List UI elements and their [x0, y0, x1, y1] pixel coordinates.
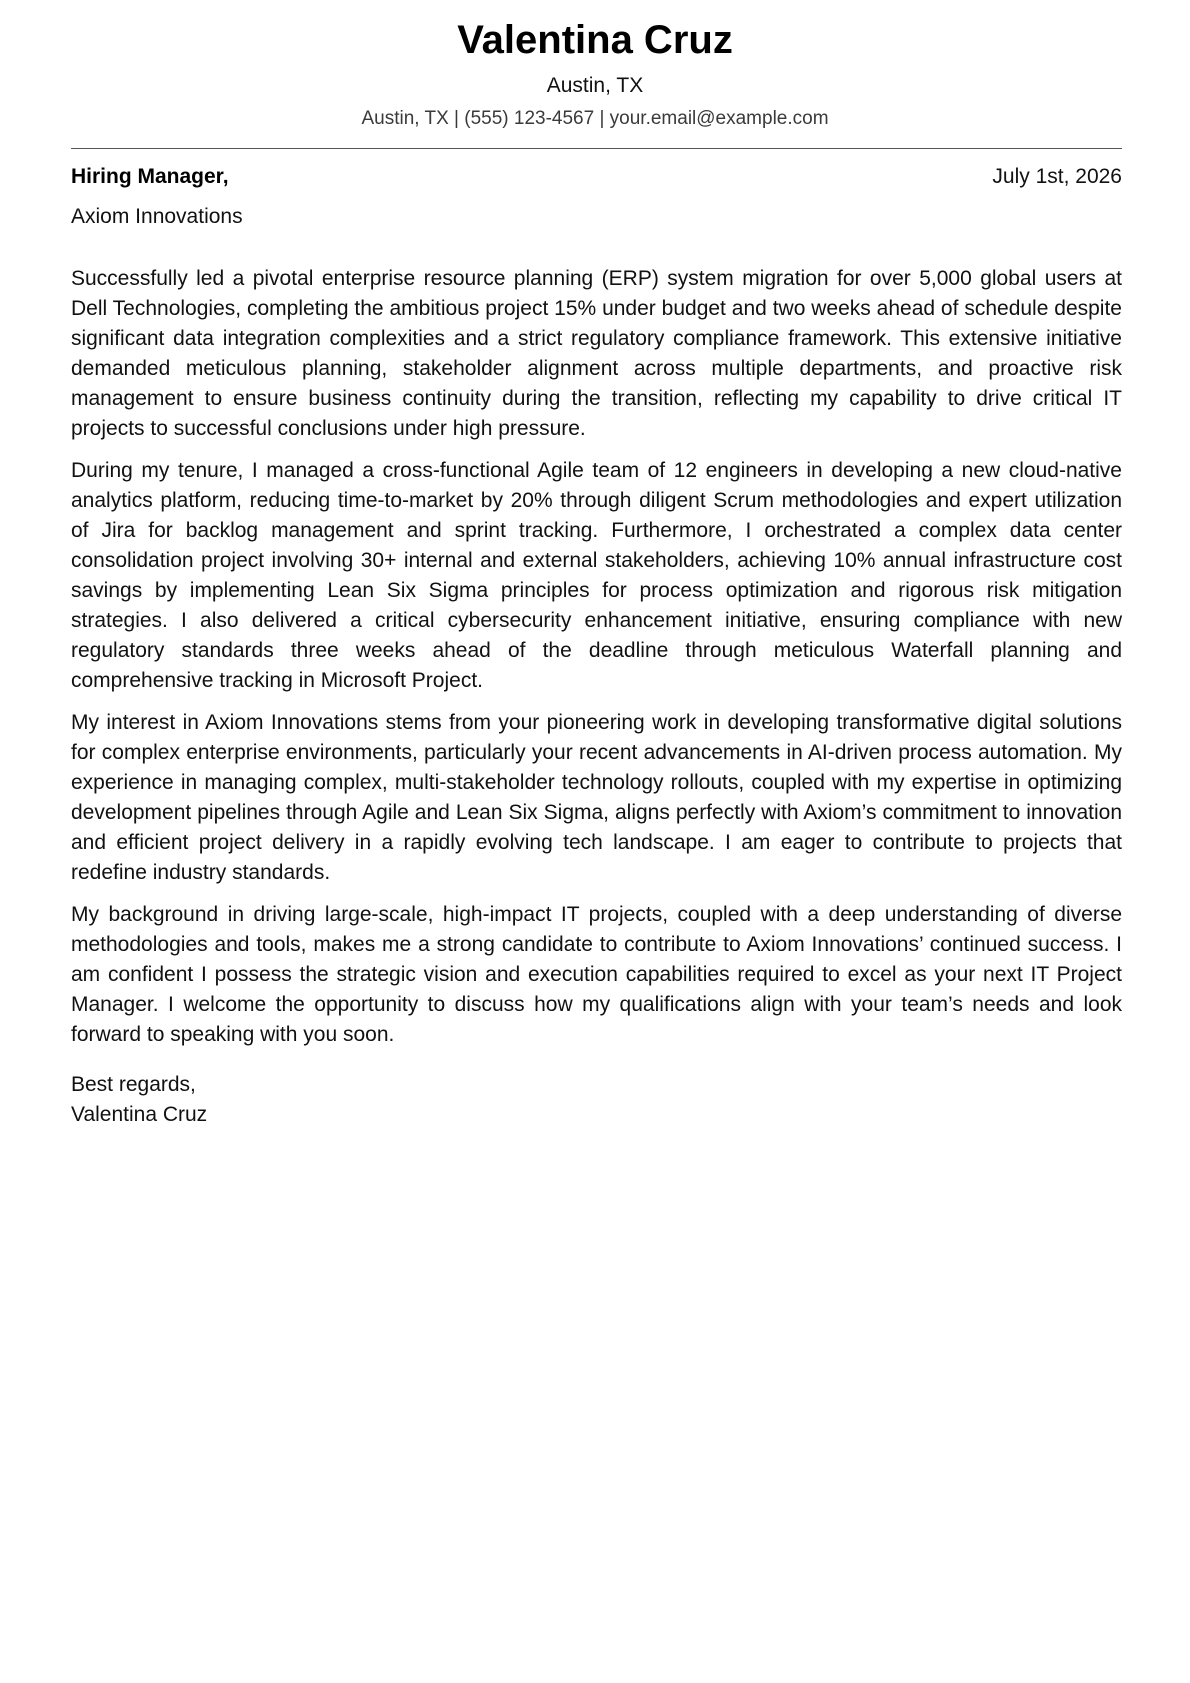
letter-body: [71, 264, 1122, 1050]
sender-location: Austin, TX: [546, 74, 644, 97]
body-paragraph: My background in driving large-scale, high-impact IT projects, coupled with a deep understanding of diverse methodologies and tools, makes me a strong candidate to contribute to Axiom Innovations’ continued success. I am confident I possess the strategic vision and execution capabilities required to excel as your next IT Project Manager. I welcome the opportunity to discuss how my qualifications align with your team’s needs and look forward to speaking with you soon.: [71, 903, 1122, 1046]
letter-closing: [71, 1070, 1122, 1130]
sign-off: Best regards,: [71, 1073, 196, 1096]
body-paragraph: My interest in Axiom Innovations stems from your pioneering work in developing transformative digital solutions for complex enterprise environments, particularly your recent advancements in AI-driven process automation. My experience in managing complex, multi-stakeholder technology rollouts, coupled with my expertise in optimizing development pipelines through Agile and Lean Six Sigma, aligns perfectly with Axiom’s commitment to innovation and efficient project delivery in a rapidly evolving tech landscape. I am eager to contribute to projects that redefine industry standards.: [71, 711, 1122, 884]
recipient-salutation: Hiring Manager,: [71, 165, 229, 188]
signature-name: Valentina Cruz: [71, 1103, 208, 1126]
body-paragraph: Successfully led a pivotal enterprise resource planning (ERP) system migration for over 5,000 global users at Dell Technologies, completing the ambitious project 15% under budget and two weeks ahead of schedule despite significant data integration complexities and a strict regulatory compliance framework. This extensive initiative demanded meticulous planning, stakeholder alignment across multiple departments, and proactive risk management to ensure business continuity during the transition, reflecting my capability to drive critical IT projects to successful conclusions under high pressure.: [71, 267, 1122, 440]
letter-date: July 1st, 2026: [992, 165, 1122, 188]
letter-header: [0, 0, 1190, 132]
body-paragraph: During my tenure, I managed a cross-functional Agile team of 12 engineers in developing a new cloud-native analytics platform, reducing time-to-market by 20% through diligent Scrum methodologies and expert utilization of Jira for backlog management and sprint tracking. Furthermore, I orchestrated a complex data center consolidation project involving 30+ internal and external stakeholders, achieving 10% annual infrastructure cost savings by implementing Lean Six Sigma principles for process optimization and rigorous risk mitigation strategies. I also delivered a critical cybersecurity enhancement initiative, ensuring compliance with new regulatory standards three weeks ahead of the deadline through meticulous Waterfall planning and comprehensive tracking in Microsoft Project.: [71, 459, 1122, 692]
letter-content: [71, 162, 1122, 1130]
header-divider: [71, 148, 1122, 149]
recipient-company: Axiom Innovations: [71, 205, 243, 228]
sender-contact-line: Austin, TX | (555) 123-4567 | your.email@example.com: [361, 108, 829, 129]
sender-name: Valentina Cruz: [457, 18, 733, 62]
recipient-row: [71, 162, 1122, 196]
